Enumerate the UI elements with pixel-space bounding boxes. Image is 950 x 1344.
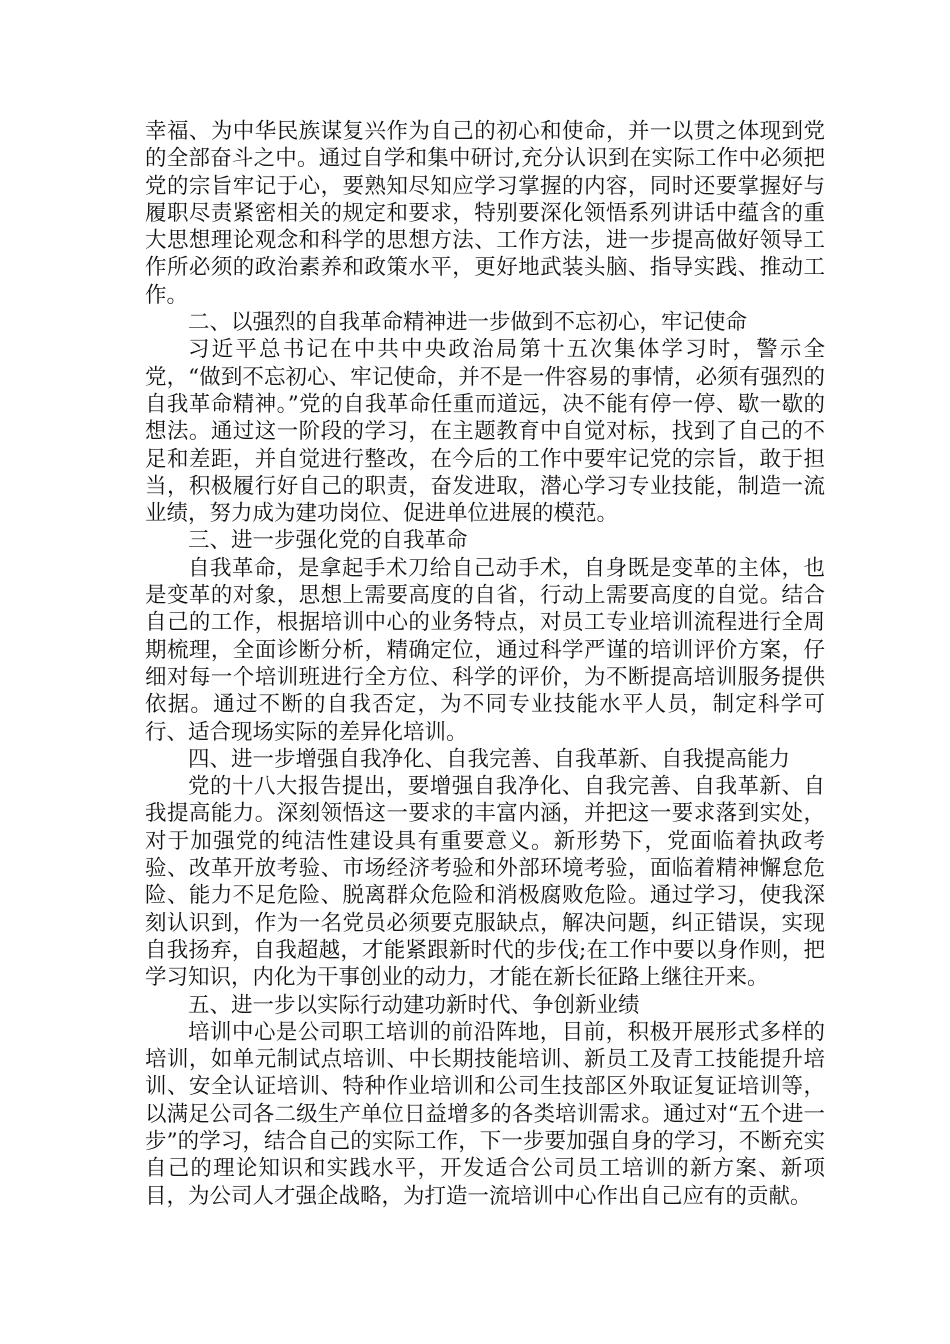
section-heading: 五、进一步以实际行动建功新时代、争创新业绩 bbox=[188, 992, 640, 1018]
body-paragraph: 自我革命，是拿起手术刀给自己动手术，自身既是变革的主体，也是变革的对象，思想上需要高度的自省，行动上需要高度的自觉。结合自己的工作，根据培训中心的业务特点，对员工专业培训流程进行全周期梳理，全面诊断分析，精确定位，通过科学严谨的培训评价方案，仔细对每一个培训班进行全方位、科学的评价，为不断提高培训服务提供依据。通过不断的自我否定，为不同专业技能水平人员，制定科学可行、适合现场实际的差异化培训。 bbox=[145, 555, 825, 745]
section-heading: 四、进一步增强自我净化、自我完善、自我革新、自我提高能力 bbox=[188, 746, 791, 772]
section-heading: 三、进一步强化党的自我革命 bbox=[188, 528, 468, 554]
body-paragraph: 党的十八大报告提出，要增强自我净化、自我完善、自我革新、自我提高能力。深刻领悟这一要求的丰富内涵，并把这一要求落到实处，对于加强党的纯洁性建设具有重要意义。新形势下，党面临着执政考验、改革开放考验、市场经济考验和外部环境考验，面临着精神懈怠危险、能力不足危险、脱离群众危险和消极腐败危险。通过学习，使我深刻认识到，作为一名党员必须要克服缺点，解决问题，纠正错误，实现自我扬弃，自我超越，才能紧跟新时代的步伐;在工作中要以身作则，把学习知识，内化为干事创业的动力，才能在新长征路上继往开来。 bbox=[145, 774, 825, 991]
body-paragraph: 习近平总书记在中共中央政治局第十五次集体学习时，警示全党，“做到不忘初心、牢记使命，并不是一件容易的事情，必须有强烈的自我革命精神。”党的自我革命任重而道远，决不能有停一停、歇一歇的想法。通过这一阶段的学习，在主题教育中自觉对标，找到了自己的不足和差距，并自觉进行整改，在今后的工作中要牢记党的宗旨，敢于担当，积极履行好自己的职责，奋发进取，潜心学习专业技能，制造一流业绩，努力成为建功岗位、促进单位进展的模范。 bbox=[145, 337, 825, 527]
section-heading: 二、以强烈的自我革命精神进一步做到不忘初心，牢记使命 bbox=[188, 310, 748, 336]
body-paragraph: 培训中心是公司职工培训的前沿阵地，目前，积极开展形式多样的培训，如单元制试点培训、中长期技能培训、新员工及青工技能提升培训、安全认证培训、特种作业培训和公司生技部区外取证复证培训等，以满足公司各二级生产单位日益增多的各类培训需求。通过对“五个进一步”的学习，结合自己的实际工作，下一步要加强自身的学习，不断充实自己的理论知识和实践水平，开发适合公司员工培训的新方案、新项目，为公司人才强企战略，为打造一流培训中心作出自己应有的贡献。 bbox=[145, 1019, 825, 1209]
document-page bbox=[145, 118, 825, 1210]
body-paragraph: 幸福、为中华民族谋复兴作为自己的初心和使命，并一以贯之体现到党的全部奋斗之中。通过自学和集中研讨,充分认识到在实际工作中必须把党的宗旨牢记于心，要熟知尽知应学习掌握的内容，同时还要掌握好与履职尽责紧密相关的规定和要求，特别要深化领悟系列讲话中蕴含的重大思想理论观念和科学的思想方法、工作方法，进一步提高做好领导工作所必须的政治素养和政策水平，更好地武装头脑、指导实践、推动工作。 bbox=[145, 119, 825, 308]
